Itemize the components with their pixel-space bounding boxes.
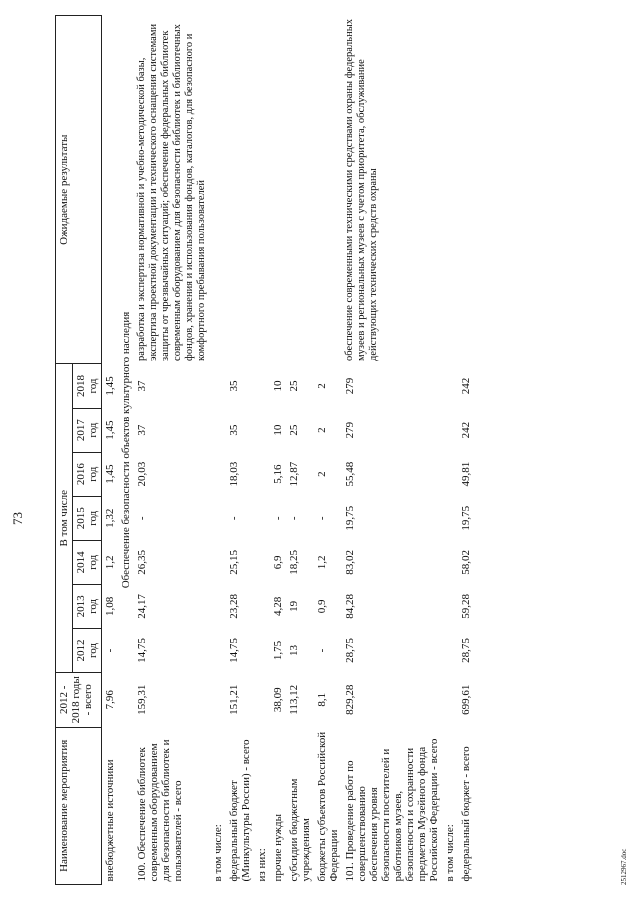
row-year-value: 279 xyxy=(344,377,356,395)
row-year-value xyxy=(442,452,458,496)
row-year-value: 12,87 xyxy=(288,461,300,487)
row-name: в том числе: xyxy=(444,824,456,882)
table-row xyxy=(458,16,474,885)
header-year: 2017 год xyxy=(73,408,102,452)
row-total xyxy=(442,673,458,728)
row-year-value: 25,15 xyxy=(228,549,240,575)
row-year-value xyxy=(254,628,270,672)
row-year-value: - xyxy=(316,516,328,521)
row-year-value: 58,02 xyxy=(460,549,472,575)
table-row xyxy=(210,16,226,885)
row-result xyxy=(254,16,270,364)
row-year-value: 35 xyxy=(228,424,240,436)
row-total xyxy=(254,673,270,728)
row-result xyxy=(210,16,226,364)
table-row xyxy=(226,16,254,885)
row-year-value xyxy=(442,408,458,452)
header-year: 2012 год xyxy=(73,628,102,672)
row-year-value: 18,03 xyxy=(228,461,240,487)
row-result: обеспечение современными техническими средствами охраны федеральных музеев и региональных музеев с учетом приоритета, обслуживание действующих технических средств охраны xyxy=(344,18,379,361)
table-row xyxy=(342,16,442,885)
row-year-value: 84,28 xyxy=(344,594,356,619)
row-year-value xyxy=(254,540,270,584)
row-year-value: 1,45 xyxy=(104,420,116,440)
section-title: Обеспечение безопасности объектов культурного наследия xyxy=(120,311,132,589)
row-year-value: 4,28 xyxy=(272,596,284,617)
row-year-value: 55,48 xyxy=(344,461,356,487)
row-year-value xyxy=(210,540,226,584)
row-year-value xyxy=(210,364,226,408)
row-year-value: 2 xyxy=(316,383,328,389)
row-name: федеральный бюджет (Минкультуры России) - всего xyxy=(228,739,252,882)
header-year: 2015 год xyxy=(73,496,102,540)
header-result: Ожидаемые результаты xyxy=(56,16,102,364)
row-result xyxy=(458,16,474,364)
header-row-1 xyxy=(56,16,73,885)
header-year: 2016 год xyxy=(73,452,102,496)
document-id: 2512967.doc xyxy=(620,848,628,885)
table-row xyxy=(286,16,314,885)
row-year-value: 24,17 xyxy=(136,594,148,619)
row-year-value: 242 xyxy=(460,377,472,395)
row-year-value xyxy=(254,364,270,408)
row-result xyxy=(286,16,314,364)
row-name: 101. Проведение работ по совершенствованию обеспечения уровня безопасности посетителей и работников музеев, безопасности и сохранности предметов Музейного фонда Российской Федерации - всего xyxy=(344,738,440,882)
row-year-value: 25 xyxy=(288,380,300,392)
row-year-value: 18,25 xyxy=(288,549,300,575)
row-year-value: 6,9 xyxy=(272,555,284,570)
row-year-value: 10 xyxy=(272,380,284,392)
row-total: 38,09 xyxy=(272,687,284,713)
row-year-value: - xyxy=(288,516,300,521)
row-total xyxy=(210,673,226,728)
page-number: 73 xyxy=(10,512,25,525)
row-year-value xyxy=(210,408,226,452)
row-year-value: 59,28 xyxy=(460,594,472,619)
row-name: субсидии бюджетным учреждениям xyxy=(288,778,312,882)
header-total: 2012 - 2018 годы - всего xyxy=(56,673,102,728)
row-year-value: 19,75 xyxy=(460,505,472,531)
row-name: прочие нужды xyxy=(272,814,284,882)
row-year-value: 10 xyxy=(272,424,284,436)
row-total: 159,31 xyxy=(136,684,148,715)
row-result: разработка и экспертиза нормативной и учебно-методической базы, экспертиза проектной документации и технического оснащения системами защиты от чрезвычайных ситуаций; обеспечение федеральных библиотек современным оборудованием для безопасности библиотек и библиотечных фондов, хранения и использования фондов, каталогов, для безопасного и комфортного пребывания пользователей xyxy=(136,23,207,361)
row-year-value: 14,75 xyxy=(228,638,240,663)
row-year-value xyxy=(210,496,226,540)
section-row xyxy=(118,16,134,885)
row-year-value: - xyxy=(104,648,116,653)
row-year-value: 1,2 xyxy=(104,555,116,570)
row-year-value: 83,02 xyxy=(344,549,356,575)
row-name: федеральный бюджет - всего xyxy=(460,746,472,882)
table-row xyxy=(442,16,458,885)
row-total: 113,12 xyxy=(288,684,300,715)
row-year-value: 28,75 xyxy=(344,638,356,663)
row-year-value: 5,16 xyxy=(272,464,284,484)
row-result xyxy=(314,16,342,364)
row-year-value: - xyxy=(272,516,284,521)
row-year-value: 23,28 xyxy=(228,594,240,619)
row-name: внебюджетные источники xyxy=(104,759,116,882)
row-year-value: 19,75 xyxy=(344,505,356,531)
table-row xyxy=(102,16,119,885)
row-year-value: 49,81 xyxy=(460,461,472,487)
row-year-value: 14,75 xyxy=(136,638,148,663)
header-year: 2018 год xyxy=(73,364,102,408)
row-total: 699,61 xyxy=(460,684,472,715)
row-year-value: 0,9 xyxy=(316,599,328,614)
row-year-value: 37 xyxy=(136,380,148,392)
row-year-value: 19 xyxy=(288,600,300,612)
row-year-value xyxy=(442,540,458,584)
row-result xyxy=(226,16,254,364)
row-year-value: 35 xyxy=(228,380,240,392)
row-year-value: 25 xyxy=(288,424,300,436)
row-year-value xyxy=(442,496,458,540)
row-year-value: 1,32 xyxy=(104,508,116,528)
row-year-value: - xyxy=(228,516,240,521)
row-year-value: - xyxy=(136,516,148,521)
row-result xyxy=(442,16,458,364)
table-row xyxy=(134,16,210,885)
row-year-value: - xyxy=(316,648,328,653)
row-year-value xyxy=(254,584,270,628)
table-row xyxy=(314,16,342,885)
row-name: 100. Обеспечение библиотек современным оборудованием для безопасности библиотек и пользователей - всего xyxy=(136,739,184,882)
row-year-value xyxy=(210,628,226,672)
row-year-value: 13 xyxy=(288,644,300,656)
row-year-value: 2 xyxy=(316,471,328,477)
row-year-value: 2 xyxy=(316,427,328,433)
row-year-value xyxy=(210,452,226,496)
row-year-value: 1,2 xyxy=(316,555,328,570)
row-total: 8,1 xyxy=(316,692,328,707)
row-year-value xyxy=(442,364,458,408)
row-year-value: 242 xyxy=(460,421,472,439)
table-row xyxy=(254,16,270,885)
header-name: Наименование мероприятия xyxy=(56,727,102,884)
row-name: бюджеты субъектов Российской Федерации xyxy=(316,731,340,882)
row-year-value: 1,75 xyxy=(272,640,284,661)
row-year-value: 1,45 xyxy=(104,376,116,396)
row-year-value: 37 xyxy=(136,424,148,436)
row-year-value xyxy=(442,584,458,628)
program-table xyxy=(55,15,474,885)
row-year-value: 279 xyxy=(344,421,356,439)
row-name: из них: xyxy=(256,848,268,882)
row-total: 151,21 xyxy=(228,684,240,715)
row-name: в том числе: xyxy=(212,824,224,882)
row-year-value xyxy=(254,496,270,540)
row-year-value: 26,35 xyxy=(136,549,148,575)
row-year-value: 1,45 xyxy=(104,464,116,484)
row-year-value: 1,08 xyxy=(104,596,116,617)
row-year-value xyxy=(210,584,226,628)
row-total: 7,96 xyxy=(104,690,116,710)
header-year: 2013 год xyxy=(73,584,102,628)
row-total: 829,28 xyxy=(344,684,356,715)
table-row xyxy=(270,16,286,885)
row-year-value: 20,03 xyxy=(136,461,148,487)
row-result xyxy=(102,16,119,364)
row-year-value xyxy=(254,408,270,452)
header-in-that: В том числе xyxy=(56,364,73,673)
header-year: 2014 год xyxy=(73,540,102,584)
row-year-value: 28,75 xyxy=(460,638,472,663)
row-year-value xyxy=(254,452,270,496)
table-body xyxy=(102,16,475,885)
row-result xyxy=(270,16,286,364)
row-year-value xyxy=(442,628,458,672)
